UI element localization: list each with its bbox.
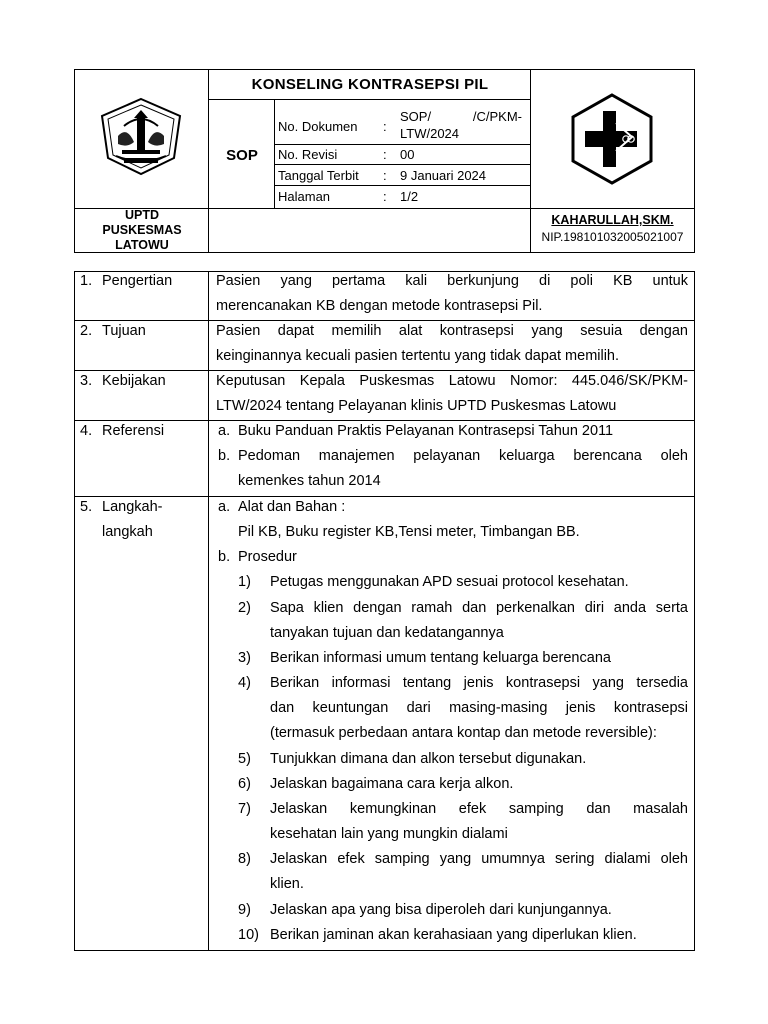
subsection-title: Alat dan Bahan : — [238, 499, 346, 515]
info-separator: : — [383, 147, 387, 162]
step-number: 5) — [238, 751, 251, 767]
step-text: Jelaskan apa yang bisa diperoleh dari kunjungannya. — [270, 902, 612, 918]
info-separator: : — [383, 168, 387, 183]
step-text: Jelaskan bagaimana cara kerja alkon. — [270, 776, 514, 792]
step-text: Tunjukkan dimana dan alkon tersebut digunakan. — [270, 751, 587, 767]
signer-nip: NIP.198101032005021007 — [541, 230, 684, 244]
section-text-line: Pasien yang pertama kali berkunjung di poli KB untuk — [216, 273, 688, 289]
step-text: Jelaskan efek samping yang umumnya sering dialami oleh — [270, 851, 688, 867]
info-label-halaman: Halaman — [278, 189, 331, 204]
info-separator: : — [383, 189, 387, 204]
org-line: PUSKESMAS — [102, 223, 182, 237]
regional-emblem-logo — [94, 96, 188, 178]
section-text-line: LTW/2024 tentang Pelayanan klinis UPTD Puskesmas Latowu — [216, 398, 617, 414]
info-value-no-dokumen-line2: LTW/2024 — [400, 126, 460, 141]
divider — [274, 99, 275, 208]
section-number: 2. — [80, 323, 93, 339]
info-value-no-revisi: 00 — [400, 147, 415, 162]
section-label: Pengertian — [102, 273, 173, 289]
info-value-halaman: 1/2 — [400, 189, 419, 204]
step-text: Jelaskan kemungkinan efek samping dan masalah — [270, 801, 688, 817]
divider — [208, 99, 530, 100]
section-label: Kebijakan — [102, 373, 166, 389]
step-text: Berikan informasi umum tentang keluarga berencana — [270, 650, 611, 666]
reference-item: Buku Panduan Praktis Pelayanan Kontrasepsi Tahun 2011 — [238, 423, 614, 439]
section-text-line: Keputusan Kepala Puskesmas Latowu Nomor: 445.046/SK/PKM- — [216, 373, 688, 389]
reference-item-cont: kemenkes tahun 2014 — [238, 473, 381, 489]
section-label: langkah — [102, 524, 153, 540]
section-number: 4. — [80, 423, 93, 439]
divider — [208, 271, 209, 951]
step-text: tanyakan tujuan dan kedatangannya — [270, 625, 504, 641]
doc-number-part: SOP/ — [400, 109, 432, 124]
section-number: 1. — [80, 273, 93, 289]
section-text-line: Pasien dapat memilih alat kontrasepsi yang sesuia dengan — [216, 323, 688, 339]
section-text-line: keinginannya kecuali pasien tertentu yang tidak dapat memilih. — [216, 348, 620, 364]
section-label: Referensi — [102, 423, 165, 439]
section-number: 5. — [80, 499, 93, 515]
signer-name: KAHARULLAH,SKM. — [551, 213, 674, 227]
organization-name — [76, 208, 208, 253]
list-marker: b. — [218, 448, 231, 464]
info-separator: : — [383, 119, 387, 134]
info-value-tanggal-terbit: 9 Januari 2024 — [400, 168, 487, 183]
divider — [274, 144, 530, 145]
divider — [74, 496, 695, 497]
document-title: KONSELING KONTRASEPSI PIL — [251, 76, 489, 93]
step-text: Berikan informasi tentang jenis kontrasepsi yang tersedia — [270, 675, 688, 691]
info-label-tanggal-terbit: Tanggal Terbit — [278, 168, 359, 183]
step-number: 1) — [238, 574, 251, 590]
list-marker: a. — [218, 499, 231, 515]
divider — [274, 185, 530, 186]
org-line: LATOWU — [115, 238, 169, 252]
section-label: Langkah- — [102, 499, 163, 515]
section-label: Tujuan — [102, 323, 146, 339]
section-text-line: merencanakan KB dengan metode kontrasepsi Pil. — [216, 298, 543, 314]
materials-text: Pil KB, Buku register KB,Tensi meter, Timbangan BB. — [238, 524, 580, 540]
step-number: 4) — [238, 675, 251, 691]
step-number: 3) — [238, 650, 251, 666]
step-text: Petugas menggunakan APD sesuai protocol kesehatan. — [270, 574, 629, 590]
divider — [274, 164, 530, 165]
info-label-no-revisi: No. Revisi — [278, 147, 338, 162]
step-text: (termasuk perbedaan antara kontap dan metode reversible): — [270, 725, 657, 741]
step-text: dan keuntungan dari masing-masing jenis kontrasepsi — [270, 700, 688, 716]
subsection-title: Prosedur — [238, 549, 297, 565]
step-text: kesehatan lain yang mungkin dialami — [270, 826, 508, 842]
info-value-no-dokumen-line1 — [400, 109, 522, 124]
step-number: 10) — [238, 927, 259, 943]
step-number: 9) — [238, 902, 251, 918]
divider — [208, 69, 209, 253]
puskesmas-cross-logo — [570, 93, 654, 185]
section-number: 3. — [80, 373, 93, 389]
step-number: 2) — [238, 600, 251, 616]
org-line: UPTD — [124, 208, 160, 222]
sop-label: SOP — [226, 147, 258, 164]
doc-number-part: /C/PKM- — [472, 109, 522, 124]
step-number: 8) — [238, 851, 251, 867]
step-text: Sapa klien dengan ramah dan perkenalkan diri anda serta — [270, 600, 688, 616]
info-label-no-dokumen: No. Dokumen — [278, 119, 358, 134]
step-number: 6) — [238, 776, 251, 792]
step-number: 7) — [238, 801, 251, 817]
step-text: Berikan jaminan akan kerahasiaan yang diperlukan klien. — [270, 927, 637, 943]
step-text: klien. — [270, 876, 304, 892]
reference-item: Pedoman manajemen pelayanan keluarga berencana oleh — [238, 448, 688, 464]
list-marker: a. — [218, 423, 231, 439]
list-marker: b. — [218, 549, 231, 565]
